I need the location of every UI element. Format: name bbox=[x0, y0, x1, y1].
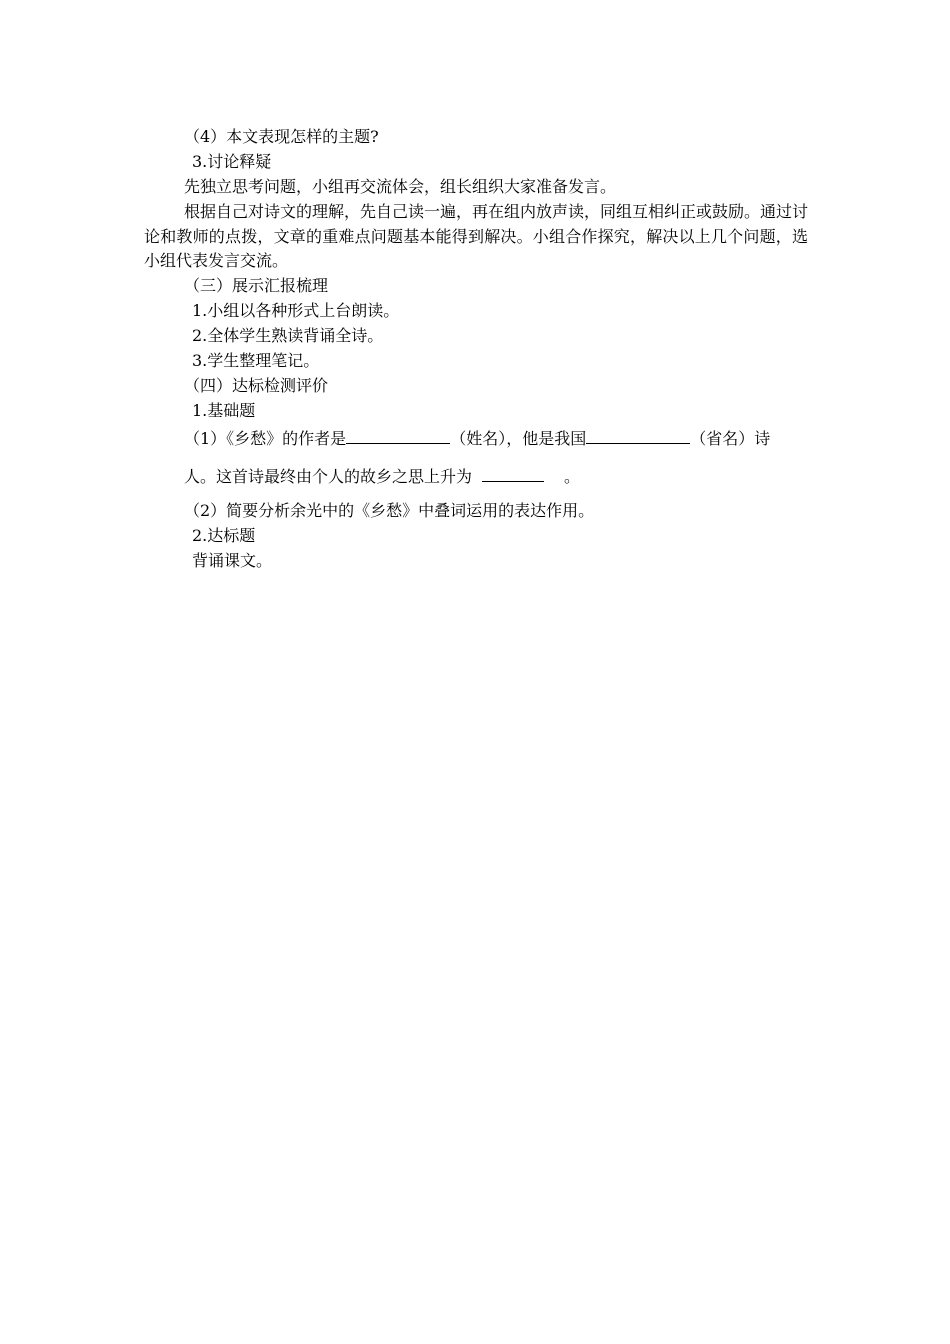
question-1-part-e: 。 bbox=[564, 467, 581, 486]
section-3-item-1: 1.小组以各种形式上台朗读。 bbox=[192, 301, 400, 320]
basic-questions-heading: 1.基础题 bbox=[192, 401, 256, 420]
question-1-line-1 bbox=[184, 425, 770, 451]
question-2: （2）简要分析余光中的《乡愁》中叠词运用的表达作用。 bbox=[184, 501, 595, 520]
section-3-item-2: 2.全体学生熟读背诵全诗。 bbox=[192, 326, 384, 345]
question-1-part-b: （姓名），他是我国 bbox=[450, 429, 587, 448]
province-blank[interactable] bbox=[586, 425, 690, 444]
question-1-part-a: （1）《乡愁》的作者是 bbox=[184, 429, 347, 448]
section-3-item-3: 3.学生整理笔记。 bbox=[192, 351, 320, 370]
section-4-title: （四）达标检测评价 bbox=[184, 376, 329, 395]
author-name-blank[interactable] bbox=[346, 425, 450, 444]
target-questions-text: 背诵课文。 bbox=[192, 551, 273, 570]
theme-blank[interactable] bbox=[482, 463, 544, 482]
question-4: （4）本文表现怎样的主题? bbox=[184, 127, 379, 146]
question-1-part-d: 人。这首诗最终由个人的故乡之思上升为 bbox=[184, 467, 473, 486]
question-1-line-2 bbox=[184, 463, 580, 489]
question-1-part-c: （省名）诗 bbox=[690, 429, 771, 448]
target-questions-heading: 2.达标题 bbox=[192, 526, 256, 545]
discussion-paragraph: 根据自己对诗文的理解，先自己读一遍，再在组内放声读，同组互相纠正或鼓励。通过讨论和教师的点拨，文章的重难点问题基本能得到解决。小组合作探究，解决以上几个问题，选小组代表发言交流。 bbox=[144, 202, 809, 270]
section-3-title: （三）展示汇报梳理 bbox=[184, 276, 329, 295]
step-3-heading: 3.讨论释疑 bbox=[192, 152, 272, 171]
step-3-instruction: 先独立思考问题，小组再交流体会，组长组织大家准备发言。 bbox=[184, 177, 617, 196]
